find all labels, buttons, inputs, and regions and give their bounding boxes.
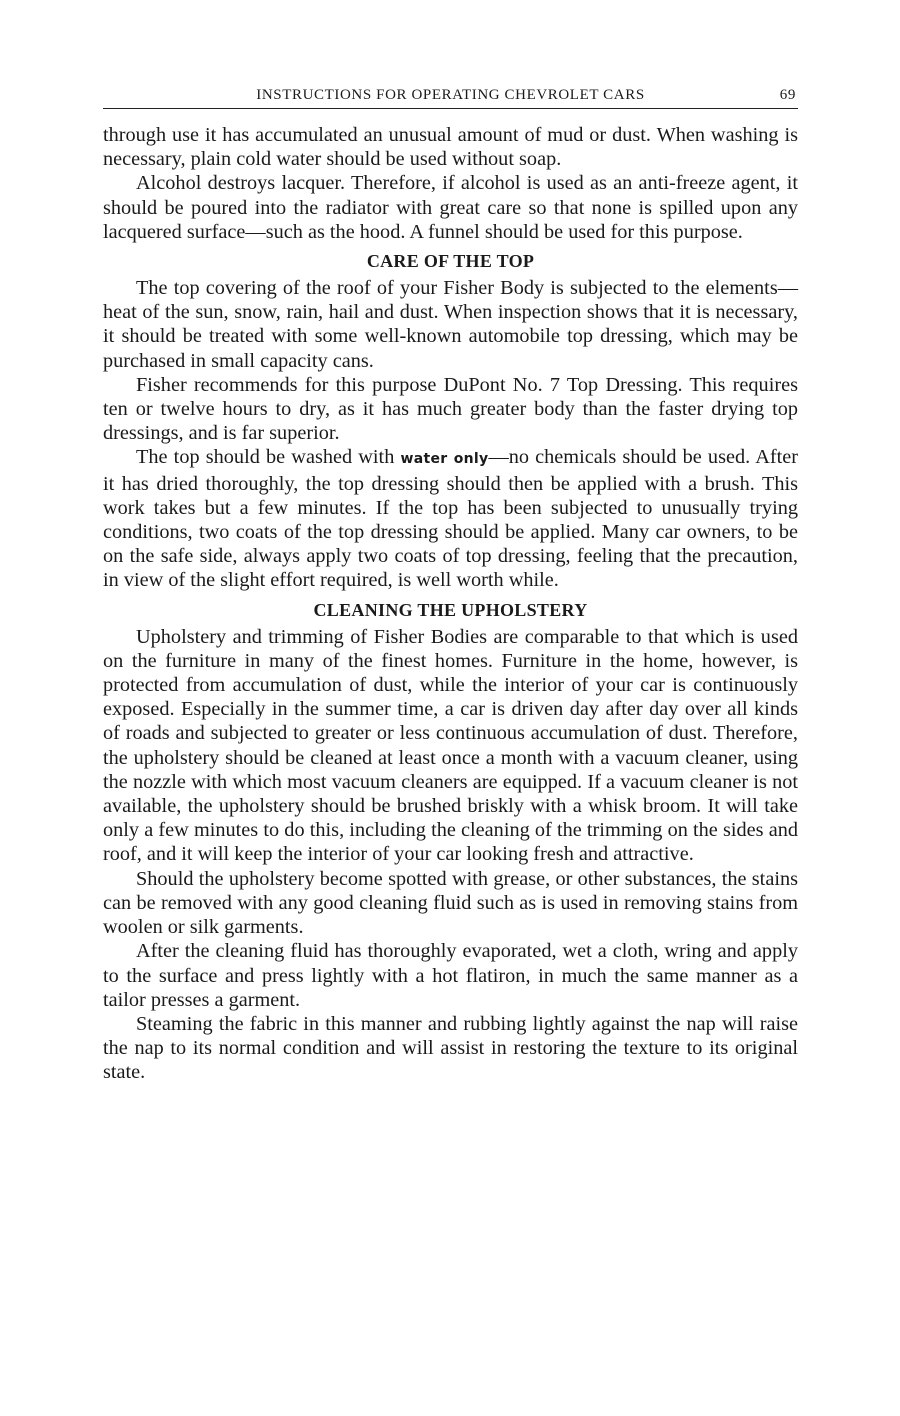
- section-heading-cleaning-upholstery: CLEANING THE UPHOLSTERY: [313, 599, 588, 620]
- page-header: [103, 84, 798, 109]
- page-body: [103, 123, 798, 1085]
- manual-page: [103, 84, 798, 1085]
- paragraph-alcohol: Alcohol destroys lacquer. Therefore, if alcohol is used as an anti-freeze agent, it should be poured into the radiator with great care so that none is spilled upon any lacquered surface—such as the hood. A funnel should be used for this purpose.: [103, 172, 798, 243]
- paragraph-continued: through use it has accumulated an unusual amount of mud or dust. When washing is necessary, plain cold water should be used without soap.: [103, 124, 798, 171]
- paragraph-stain-removal: Should the upholstery become spotted with grease, or other substances, the stains can be removed with any good cleaning fluid such as is used in removing stains from woolen or silk garments.: [103, 867, 798, 939]
- section-heading-care-of-top: CARE OF THE TOP: [366, 251, 535, 272]
- running-title: INSTRUCTIONS FOR OPERATING CHEVROLET CARS: [256, 87, 645, 103]
- emphasis-water-only: water only: [400, 451, 489, 468]
- page-number: 69: [779, 87, 796, 103]
- paragraph-dupont-recommendation: Fisher recommends for this purpose DuPont No. 7 Top Dressing. This requires ten or twelve hours to dry, as it has much greater body than the faster drying top dressings, and is far superior.: [103, 373, 798, 445]
- paragraph-steaming: Steaming the fabric in this manner and rubbing lightly against the nap will raise the nap to its normal condition and will assist in restoring the texture to its original state.: [103, 1012, 798, 1084]
- paragraph-flatiron: After the cleaning fluid has thoroughly evaporated, wet a cloth, wring and apply to the surface and press lightly with a hot flatiron, in much the same manner as a tailor presses a garment.: [103, 940, 798, 1011]
- text-fragment: —no chemicals should be used. After it has dried thoroughly, the top dressing should then be applied with a brush. This work takes but a few minutes. If the top has been subjected to unusually trying conditions, two coats of the top dressing should be applied. Many car owners, to be on the safe side, always apply two coats of top dressing, feeling that the precaution, in view of the slight effort required, is well worth while.: [103, 446, 799, 592]
- paragraph-top-covering: The top covering of the roof of your Fisher Body is subjected to the elements—heat of the sun, snow, rain, hail and dust. When inspection shows that it is necessary, it should be treated with some well-known automobile top dressing, which may be purchased in small capacity cans.: [103, 277, 798, 372]
- paragraph-top-washing: [103, 445, 798, 592]
- paragraph-upholstery-cleaning: Upholstery and trimming of Fisher Bodies are comparable to that which is used on the furniture in many of the finest homes. Furniture in the home, however, is protected from accumulation of dust, while the interior of your car is continuously exposed. Especially in the summer time, a car is driven day after day over all kinds of roads and subjected to greater or less continuous accumulation of dust. Therefore, the upholstery should be cleaned at least once a month with a vacuum cleaner, using the nozzle with which most vacuum cleaners are equipped. If a vacuum cleaner is not available, the upholstery should be brushed briskly with a whisk broom. It will take only a few minutes to do this, including the cleaning of the trimming on the sides and roof, and it will keep the interior of your car looking fresh and attractive.: [103, 625, 798, 866]
- text-fragment: The top should be washed with: [136, 446, 401, 469]
